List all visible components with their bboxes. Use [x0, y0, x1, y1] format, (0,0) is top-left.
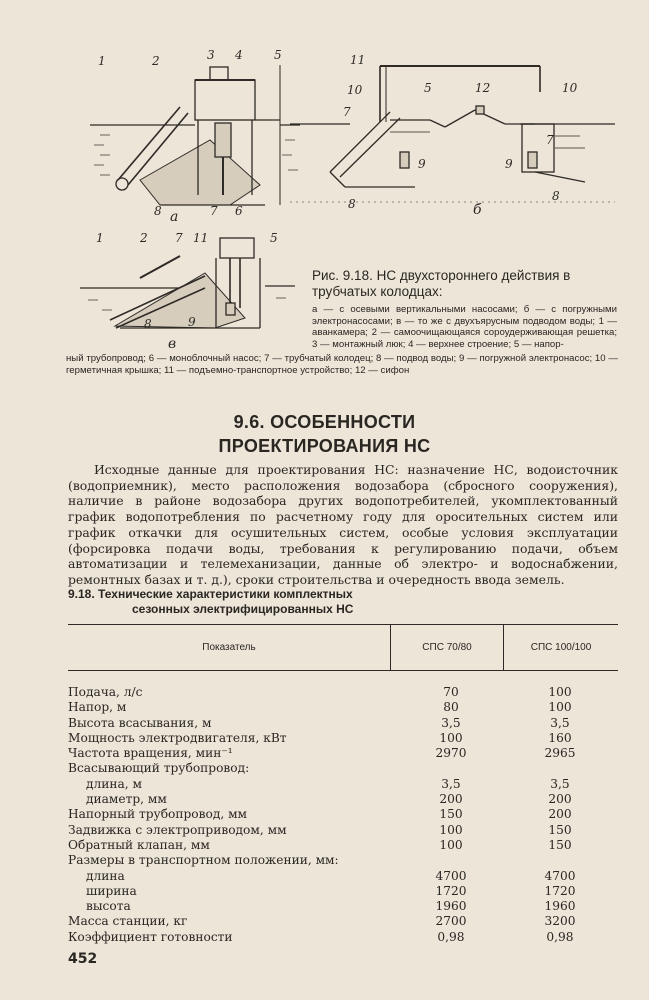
row-value-sps-100: 100 [548, 685, 572, 699]
figure-caption [312, 268, 617, 350]
row-label: диаметр, мм [86, 792, 167, 807]
caption-title: Рис. 9.18. НС двухстороннего действия в трубчатых колодцах: [312, 268, 571, 299]
fig-c-label-v: в [168, 336, 177, 352]
table-title-line1: 9.18. Технические характеристики комплектных [68, 587, 353, 601]
row-label: Всасывающий трубопровод: [68, 761, 250, 776]
table-body [68, 685, 628, 945]
fig-a-label-5: 5 [274, 48, 282, 62]
row-value-sps-70: 200 [439, 792, 463, 807]
fig-b-label-10b: 10 [562, 81, 578, 95]
table-title-line2: сезонных электрифицированных НС [132, 602, 354, 616]
row-label: Задвижка с электроприводом, мм [68, 822, 287, 837]
row-value-sps-100: 0,98 [546, 929, 574, 944]
fig-b-label-8b: 8 [552, 189, 560, 203]
fig-a-label-6: 6 [235, 204, 243, 218]
fig-b-label-10: 10 [347, 83, 363, 97]
table-row [68, 746, 628, 761]
row-value-sps-70: 1960 [435, 899, 467, 914]
fig-a-label-3: 3 [207, 48, 215, 62]
row-label: ширина [86, 883, 137, 898]
row-label: Высота всасывания, м [68, 715, 212, 730]
table-row [68, 700, 628, 715]
figure-b-submersible-pumps [290, 52, 615, 220]
fig-a-label-2: 2 [152, 54, 160, 68]
row-value-sps-70: 100 [439, 837, 463, 852]
fig-a-label-a: a [170, 209, 179, 225]
table-row [68, 823, 628, 838]
row-label: Обратный клапан, мм [68, 837, 210, 852]
table-row [68, 884, 628, 899]
table-row [68, 716, 628, 731]
fig-c-label-1: 1 [96, 231, 104, 245]
table-header-rule [68, 670, 618, 671]
row-label: Размеры в транспортном положении, мм: [68, 853, 339, 868]
row-value-sps-100: 3200 [544, 914, 576, 929]
section-title-line1: 9.6. ОСОБЕННОСТИ [233, 412, 416, 432]
row-value-sps-70: 3,5 [441, 715, 461, 730]
fig-a-label-4: 4 [235, 48, 243, 62]
fig-b-label-5: 5 [424, 81, 432, 95]
fig-c-label-11: 11 [193, 231, 209, 245]
row-value-sps-70: 80 [443, 700, 459, 715]
fig-c-label-9: 9 [188, 315, 196, 329]
row-value-sps-100: 1720 [544, 883, 576, 898]
fig-c-label-2: 2 [140, 231, 148, 245]
figure-c-two-tier-intake [80, 228, 305, 356]
table-row [68, 761, 628, 776]
table-row [68, 930, 628, 945]
table-row [68, 807, 628, 822]
table-row [68, 792, 628, 807]
fig-b-label-12: 12 [475, 81, 491, 95]
row-label: Частота вращения, мин⁻¹ [68, 746, 233, 761]
row-value-sps-70: 100 [439, 822, 463, 837]
row-label: Напорный трубопровод, мм [68, 807, 248, 822]
row-value-sps-100: 2965 [544, 746, 576, 761]
figure-a-pump-station-vertical [70, 45, 300, 225]
section-title-line2: ПРОЕКТИРОВАНИЯ НС [218, 436, 431, 456]
row-label: Коэффициент готовности [68, 929, 233, 944]
table-row [68, 777, 628, 792]
row-value-sps-70: 2700 [435, 914, 467, 929]
row-value-sps-70: 70 [443, 685, 459, 699]
table-row [68, 899, 628, 914]
caption-legend-continued: ный трубопровод; 6 — моноблочный насос; 7 — трубчатый колодец; 8 — подвод воды; 9 — погружной электронасос; 10 — герметичная крышка; 11 — подъемно-транспортное устройство; 12 — сифон [66, 353, 618, 376]
fig-b-label-7: 7 [343, 105, 351, 119]
body-paragraph: Исходные данные для проектирования НС: назначение НС, водоисточник (водоприемник), место расположения водозабора (сбросного сооружения), наличие в районе водозабора других водопотребителей, укомплектованный график водопотребления по расчетному году для оросительных систем или график откачки для осушительных систем, особые условия эксплуатации (форсировка подачи воды, требования к регулированию подачи, объем автоматизации и телемеханизации, данные об электро- и водоснабжении, ремонтных базах и т. д.), сроки строительства и очередность ввода земель. [68, 462, 618, 587]
fig-b-label-9b: 9 [505, 157, 513, 171]
fig-b-label-7b: 7 [546, 133, 554, 147]
row-value-sps-100: 1960 [544, 899, 576, 914]
row-label: Подача, л/с [68, 685, 143, 699]
row-value-sps-70: 1720 [435, 883, 467, 898]
fig-b-label-b: б [473, 202, 482, 218]
fig-b-label-9: 9 [418, 157, 426, 171]
row-value-sps-100: 100 [548, 700, 572, 715]
table-title [68, 587, 468, 617]
row-value-sps-70: 150 [439, 807, 463, 822]
fig-a-label-1: 1 [98, 54, 106, 68]
row-label: Масса станции, кг [68, 914, 188, 929]
row-label: Напор, м [68, 700, 127, 715]
row-value-sps-70: 2970 [435, 746, 467, 761]
table-top-rule [68, 624, 618, 625]
row-value-sps-100: 4700 [544, 868, 576, 883]
row-value-sps-100: 150 [548, 822, 572, 837]
row-value-sps-100: 3,5 [550, 715, 570, 730]
row-value-sps-100: 200 [548, 807, 572, 822]
row-value-sps-70: 3,5 [441, 776, 461, 791]
fig-c-label-5: 5 [270, 231, 278, 245]
table-row [68, 838, 628, 853]
row-value-sps-100: 160 [548, 730, 572, 745]
row-label: длина [86, 868, 125, 883]
fig-c-label-8: 8 [144, 317, 152, 331]
table-row [68, 731, 628, 746]
row-value-sps-100: 200 [548, 792, 572, 807]
fig-c-label-7: 7 [175, 231, 183, 245]
fig-a-label-7: 7 [210, 204, 218, 218]
fig-b-label-11: 11 [350, 53, 366, 67]
page-number: 452 [68, 951, 98, 967]
row-value-sps-70: 4700 [435, 868, 467, 883]
table-row [68, 853, 628, 868]
row-label: Мощность электродвигателя, кВт [68, 730, 287, 745]
table-header-sps-100-100: СПС 100/100 [530, 642, 592, 653]
row-value-sps-100: 150 [548, 837, 572, 852]
table-row [68, 914, 628, 929]
table-header-sps-70-80: СПС 70/80 [422, 642, 472, 653]
table-row [68, 685, 628, 700]
caption-legend: а — с осевыми вертикальными насосами; б — с погружными электронасосами; в — то же с двухъярусным подводом воды; 1 — аванкамера; 2 — самоочищающаяся сороудерживающая решетка; 3 — монтажный люк; 4 — верхнее строение; 5 — напор- [312, 304, 617, 350]
row-label: длина, м [86, 776, 142, 791]
table-row [68, 869, 628, 884]
row-value-sps-70: 0,98 [437, 929, 465, 944]
fig-b-label-8: 8 [348, 197, 356, 211]
table-header-indicator: Показатель [202, 642, 256, 653]
fig-a-label-8: 8 [154, 204, 162, 218]
row-label: высота [86, 899, 131, 914]
row-value-sps-100: 3,5 [550, 776, 570, 791]
row-value-sps-70: 100 [439, 730, 463, 745]
